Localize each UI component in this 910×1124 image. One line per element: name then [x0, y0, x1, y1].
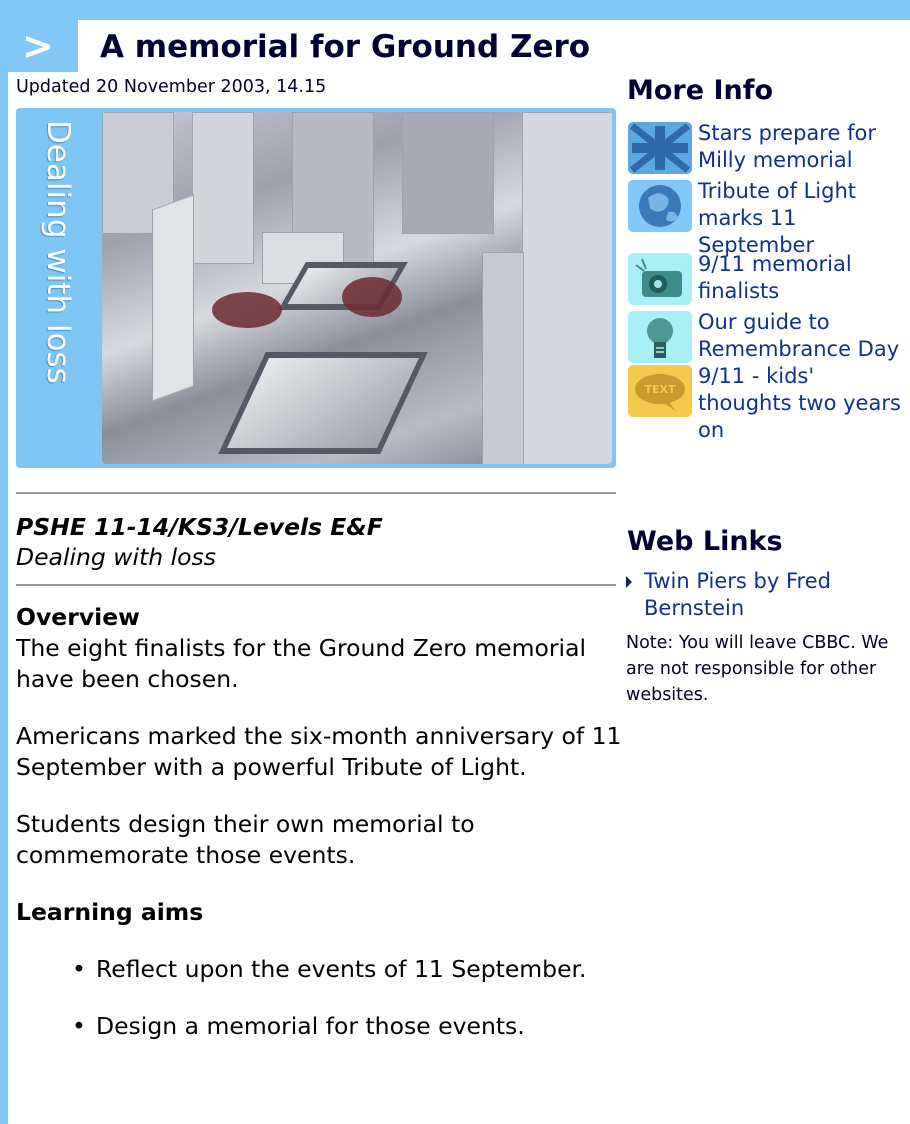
left-border-strip: [0, 20, 8, 1124]
more-info-item[interactable]: [628, 120, 910, 174]
divider: [16, 492, 616, 494]
overview-heading: Overview: [16, 603, 140, 631]
more-info-item[interactable]: [628, 363, 910, 444]
section-marker: [0, 20, 78, 72]
divider: [16, 584, 616, 586]
learning-aim-item: • Reflect upon the events of 11 September.: [96, 954, 626, 985]
page-title: A memorial for Ground Zero: [100, 29, 591, 65]
camera-icon[interactable]: [628, 253, 692, 305]
learning-aims-heading: Learning aims: [16, 898, 204, 926]
more-info-list: [628, 120, 910, 444]
learning-aim-item: • Design a memorial for those events.: [96, 1011, 626, 1042]
top-banner: [0, 0, 910, 20]
web-links-list: [626, 568, 910, 622]
overview-paragraph: Americans marked the six-month anniversary of 11 September with a powerful Tribute of Light.: [16, 722, 622, 781]
globe-icon[interactable]: [628, 180, 692, 232]
overview-paragraph: Students design their own memorial to commemorate those events.: [16, 810, 475, 869]
more-info-heading: More Info: [627, 75, 774, 106]
web-links-heading: Web Links: [627, 526, 783, 557]
union-flag-icon[interactable]: [628, 122, 692, 174]
more-info-item[interactable]: [628, 178, 910, 259]
updated-timestamp: Updated 20 November 2003, 14.15: [16, 77, 327, 97]
web-link-item[interactable]: [626, 568, 910, 622]
more-info-item[interactable]: [628, 309, 910, 363]
lightbulb-icon[interactable]: [628, 311, 692, 363]
svg-text:TEXT: TEXT: [644, 383, 676, 396]
lesson-body: [16, 602, 626, 1068]
web-link[interactable]: Twin Piers by Fred Bernstein: [644, 569, 831, 620]
more-info-link[interactable]: 9/11 - kids' thoughts two years on: [698, 364, 901, 442]
chevron-right-icon: >: [22, 24, 54, 68]
speech-bubble-icon[interactable]: [628, 365, 692, 417]
more-info-link[interactable]: Tribute of Light marks 11 September: [698, 179, 857, 257]
overview-paragraph: The eight finalists for the Ground Zero memorial have been chosen.: [16, 634, 587, 693]
more-info-link[interactable]: 9/11 memorial finalists: [698, 252, 852, 303]
memorial-model-photo: [102, 112, 612, 464]
curriculum-topic: Dealing with loss: [16, 543, 217, 571]
curriculum-level: PSHE 11-14/KS3/Levels E&F: [16, 513, 383, 541]
more-info-link[interactable]: Stars prepare for Milly memorial: [698, 121, 876, 172]
hero-caption: Dealing with loss: [40, 120, 76, 384]
hero-image: [16, 108, 616, 468]
more-info-item[interactable]: [628, 251, 910, 305]
bullet-triangle-icon: [626, 576, 632, 588]
external-link-note: Note: You will leave CBBC. We are not responsible for other websites.: [626, 633, 889, 705]
learning-aims-list: [16, 954, 626, 1042]
more-info-link[interactable]: Our guide to Remembrance Day: [698, 310, 900, 361]
